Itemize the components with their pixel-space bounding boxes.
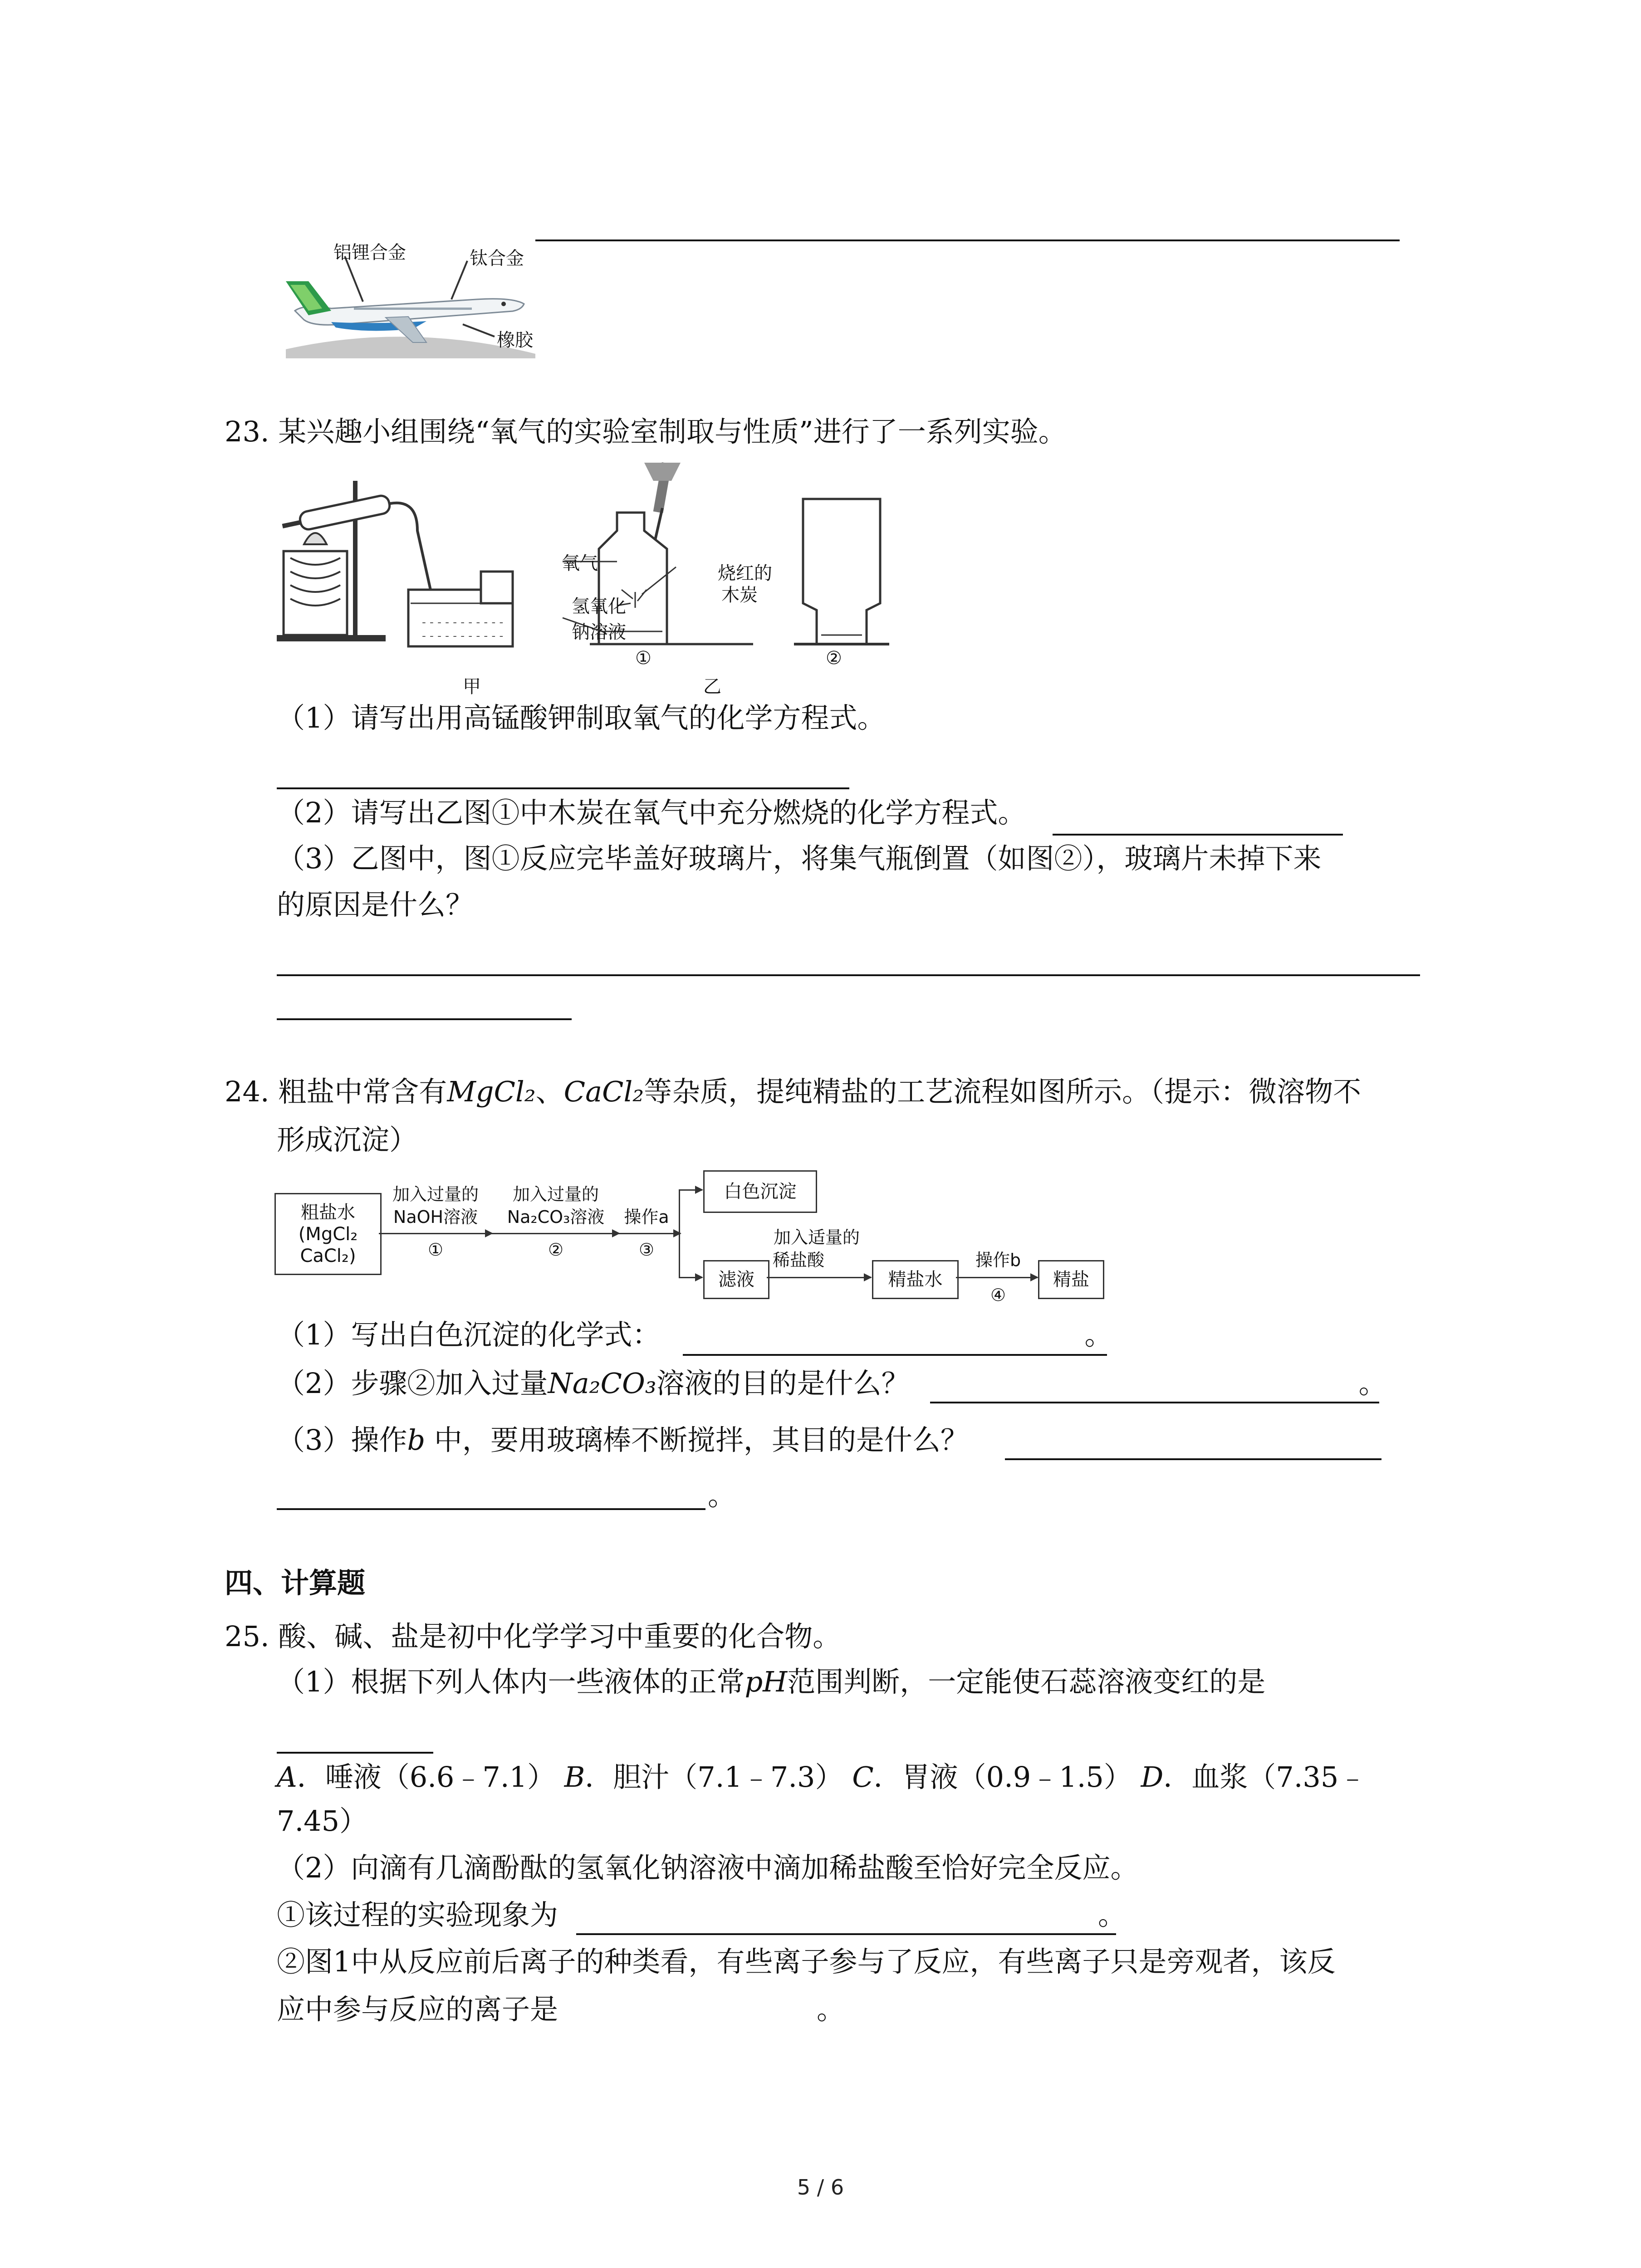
- answer-line-q24-2[interactable]: [930, 1402, 1379, 1403]
- q23-stem: 23. 某兴趣小组围绕“氧气的实验室制取与性质”进行了一系列实验。: [225, 415, 1067, 448]
- opt-a-letter: A: [277, 1760, 297, 1794]
- q24-sub2-formula: Na₂CO₃: [548, 1367, 656, 1400]
- q23-sub3-line2: 的原因是什么？: [277, 888, 474, 921]
- answer-line-q25-1[interactable]: [277, 1752, 433, 1754]
- flow-arrow-4: [956, 1277, 1038, 1278]
- opt-d-line2: 7.45）: [277, 1804, 368, 1838]
- flow-arrow-to-filtrate: [679, 1277, 702, 1278]
- q25-sub1-ph: pH: [745, 1665, 788, 1698]
- q24-sep: 、: [535, 1075, 564, 1108]
- caption-jia: 甲: [463, 676, 481, 697]
- opt-d-letter: D: [1141, 1760, 1164, 1794]
- answer-line-q22[interactable]: [535, 240, 1400, 241]
- label-al-li-alloy: 铝锂合金: [333, 242, 406, 263]
- label-rubber: 橡胶: [497, 330, 533, 351]
- q24-stem-line2: 形成沉淀）: [277, 1123, 418, 1156]
- q24-sub3-end: 。: [708, 1479, 736, 1512]
- flow-arrow-3: [619, 1233, 681, 1234]
- answer-line-q23-3b[interactable]: [277, 1018, 572, 1020]
- label-naoh-line1: 氢氧化: [572, 596, 626, 617]
- label-oxygen: 氧气: [562, 553, 598, 574]
- q25-sub2-2-text: 应中参与反应的离子是: [277, 1993, 558, 2026]
- q24-sub1: [277, 1317, 1112, 1353]
- label-charcoal-line1: 烧红的: [718, 563, 772, 584]
- step2-label-a: 加入过量的: [512, 1184, 599, 1204]
- step1-label-b: NaOH溶液: [393, 1207, 478, 1227]
- step-hcl-a: 加入适量的: [773, 1227, 860, 1247]
- opt-c-text: ．胃液（0.9﹣1.5）: [873, 1760, 1132, 1794]
- svg-text:- - - - - - - - - - -: - - - - - - - - - - -: [422, 629, 504, 643]
- page-number: 5 / 6: [797, 2175, 844, 2200]
- q23-sub2: （2）请写出乙图①中木炭在氧气中充分燃烧的化学方程式。: [277, 796, 1026, 829]
- step2-number: ②: [548, 1240, 564, 1260]
- flow-box-brine: 精盐水: [872, 1260, 959, 1299]
- step4-number: ④: [990, 1285, 1006, 1305]
- answer-line-q23-2[interactable]: [1053, 834, 1343, 836]
- q25-sub1-a: （1）根据下列人体内一些液体的正常: [277, 1665, 745, 1698]
- answer-line-q24-1[interactable]: [683, 1354, 1107, 1356]
- caption-yi: 乙: [703, 676, 721, 697]
- q25-stem: 25. 酸、碱、盐是初中化学学习中重要的化合物。: [225, 1620, 841, 1653]
- flow-arrow-2: [492, 1233, 619, 1234]
- q24-sub1-text: （1）写出白色沉淀的化学式：: [277, 1318, 661, 1351]
- flow-box-filtrate: 滤液: [703, 1260, 769, 1299]
- label-ti-alloy: 钛合金: [470, 248, 524, 269]
- label-charcoal-line2: 木炭: [721, 585, 758, 606]
- q24-stem-b: 等杂质，提纯精盐的工艺流程如图所示。（提示：微溶物不: [644, 1075, 1362, 1108]
- answer-line-q25-2-1[interactable]: [576, 1933, 1116, 1935]
- label-circle-2: ②: [826, 648, 842, 669]
- crude-line1: 粗盐水: [301, 1202, 355, 1223]
- opt-a-text: ．唾液（6.6﹣7.1）: [297, 1760, 555, 1794]
- opt-c-letter: C: [852, 1760, 874, 1794]
- q25-sub2-2-line2: [277, 1991, 845, 2028]
- opt-b-letter: B: [564, 1760, 585, 1794]
- q25-sub1: [277, 1664, 1265, 1700]
- q23-sub1: （1）请写出用高锰酸钾制取氧气的化学方程式。: [277, 701, 886, 734]
- flow-box-white-ppt: 白色沉淀: [703, 1170, 817, 1213]
- step3-number: ③: [638, 1240, 655, 1260]
- opt-b-text: ．胆汁（7.1﹣7.3）: [585, 1760, 843, 1794]
- answer-line-q23-3a[interactable]: [277, 974, 1420, 976]
- q24-mgcl2: MgCl₂: [447, 1075, 536, 1108]
- step1-number: ①: [427, 1240, 444, 1260]
- crude-line2: (MgCl₂: [298, 1223, 358, 1245]
- label-circle-1: ①: [635, 648, 652, 669]
- q25-sub2-1: [277, 1897, 1126, 1933]
- step2-label-b: Na₂CO₃溶液: [507, 1207, 605, 1227]
- step1-label-a: 加入过量的: [392, 1184, 479, 1204]
- flow-box-fine-salt: 精盐: [1038, 1260, 1104, 1299]
- answer-line-q24-3b[interactable]: [277, 1508, 705, 1510]
- step4-label-a: 操作b: [975, 1250, 1021, 1270]
- q24-stem-a: 24. 粗盐中常含有: [225, 1075, 447, 1108]
- q25-sub1-b: 范围判断，一定能使石蕊溶液变红的是: [787, 1665, 1266, 1698]
- section-title-calc: 四、计算题: [225, 1566, 366, 1599]
- svg-text:- - - - - - - - - - -: - - - - - - - - - - -: [422, 616, 504, 629]
- step3-label-a: 操作a: [624, 1207, 669, 1227]
- q24-sub2-end: 。: [1358, 1367, 1387, 1400]
- flow-arrow-1: [379, 1233, 492, 1234]
- answer-line-q24-3a[interactable]: [1005, 1458, 1381, 1460]
- q24-sub3-c: 中，要用玻璃棒不断搅拌，其目的是什么？: [425, 1423, 969, 1457]
- answer-line-q23-1[interactable]: [277, 787, 849, 789]
- q25-options: [277, 1759, 1367, 1795]
- q24-sub3-a: （3）操作: [277, 1423, 407, 1457]
- q23-sub3-line1: （3）乙图中，图①反应完毕盖好玻璃片，将集气瓶倒置（如图②），玻璃片未掉下来: [277, 842, 1322, 875]
- q24-cacl2: CaCl₂: [563, 1075, 644, 1108]
- flow-box-crude-brine: [274, 1193, 382, 1275]
- step-hcl-b: 稀盐酸: [772, 1250, 824, 1270]
- q25-sub2: （2）向滴有几滴酚酞的氢氧化钠溶液中滴加稀盐酸至恰好完全反应。: [277, 1851, 1139, 1884]
- q24-sub3-b: b: [407, 1423, 426, 1457]
- q25-sub2-2-line1: ②图1中从反应前后离子的种类看，有些离子参与了反应，有些离子只是旁观者，该反: [277, 1945, 1336, 1978]
- label-naoh-line2: 钠溶液: [572, 622, 626, 643]
- crude-line3: CaCl₂): [300, 1245, 356, 1266]
- flow-arrow-to-ppt: [679, 1189, 702, 1191]
- q24-sub2-a: （2）步骤②加入过量: [277, 1367, 548, 1400]
- q24-sub1-end: 。: [1084, 1318, 1113, 1351]
- q25-sub2-1-text: ①该过程的实验现象为: [277, 1898, 558, 1931]
- opt-d-text: ．血浆（7.35﹣: [1163, 1760, 1367, 1794]
- q25-sub2-2-end: 。: [817, 1993, 845, 2026]
- flow-arrow-hcl: [767, 1277, 871, 1278]
- flow-branch-line: [679, 1189, 680, 1278]
- q24-stem-line1: [225, 1074, 1361, 1110]
- q25-sub2-1-end: 。: [1098, 1898, 1127, 1931]
- q24-sub3: [277, 1422, 969, 1458]
- q24-sub2: [277, 1365, 1387, 1402]
- q24-sub2-b: 溶液的目的是什么？: [656, 1367, 910, 1400]
